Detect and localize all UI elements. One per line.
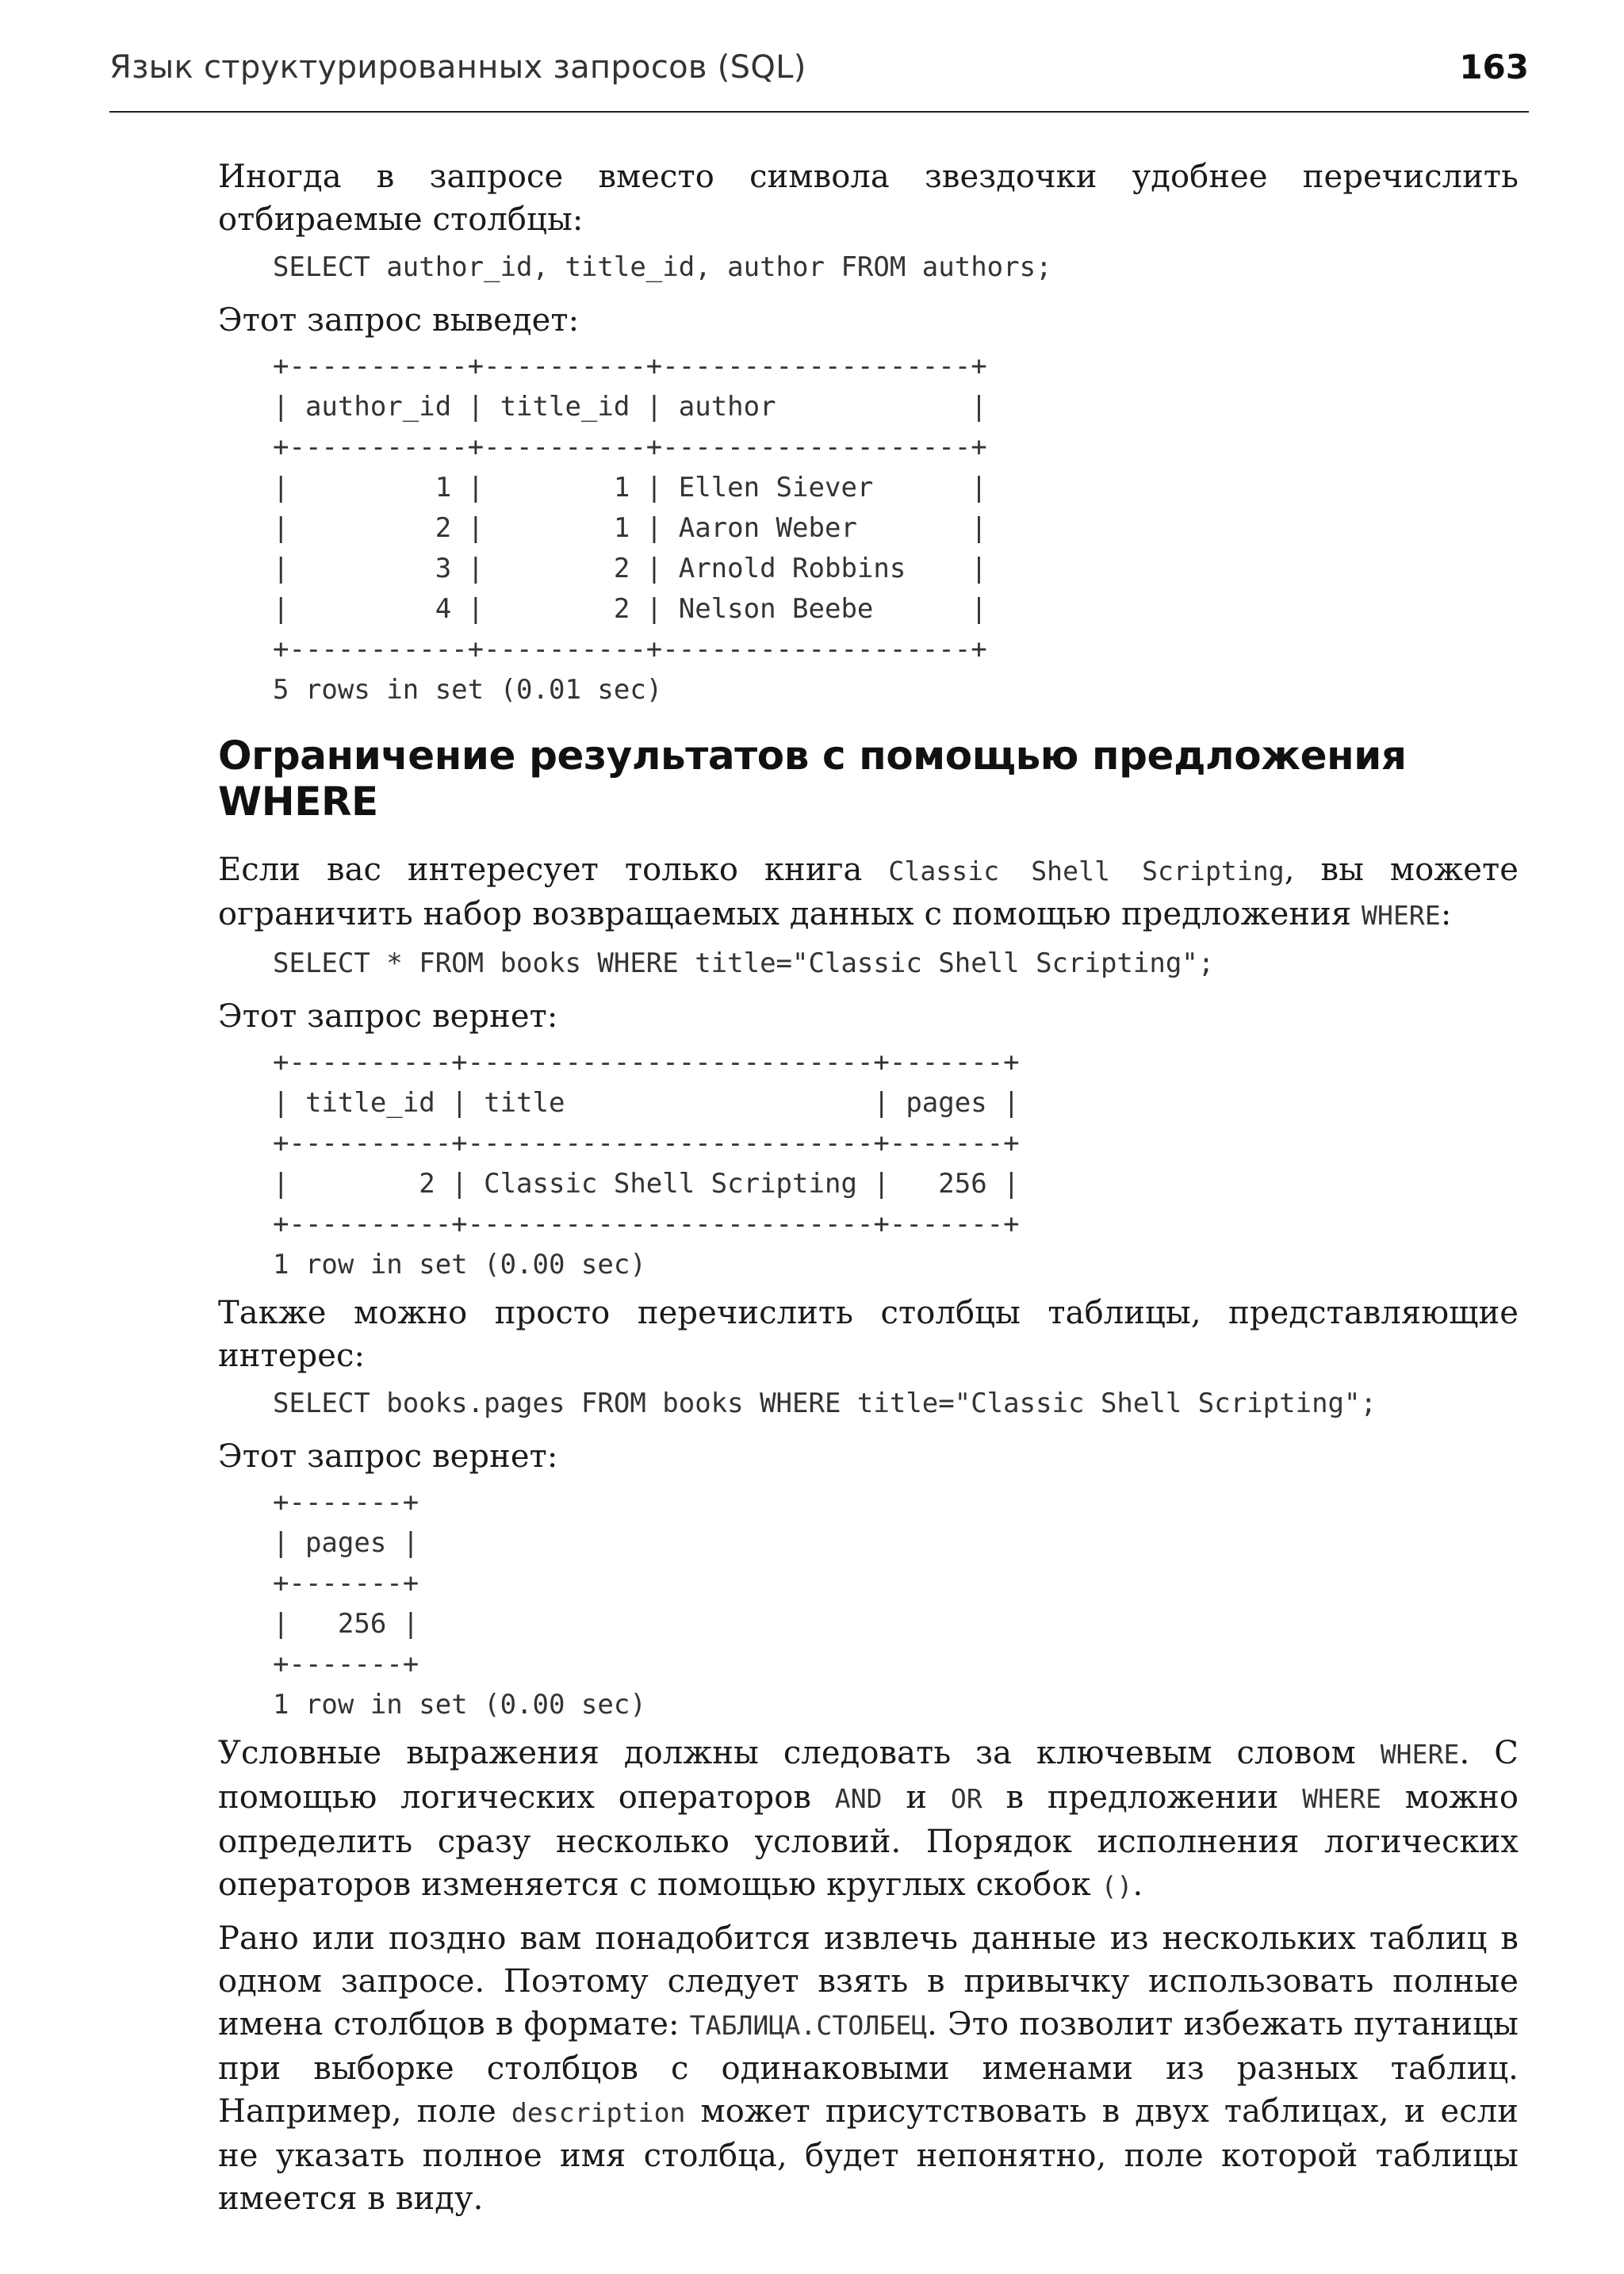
code-select-columns: SELECT author_id, title_id, author FROM authors; — [273, 251, 1052, 283]
text-span: Рано или поздно вам понадобится извлечь данные из нескольких таблиц в одном запросе. Поэтому следует взять в привычку использовать полные имена столбцов в формате: — [218, 1920, 1519, 2042]
section-heading: Ограничение результатов с помощью предложения WHERE — [218, 733, 1407, 825]
text-span: Если вас интересует только книга — [218, 852, 889, 888]
text-span: . С помощью логических операторов — [218, 1735, 1519, 1816]
inline-code-parentheses: () — [1101, 1870, 1133, 1901]
paragraph-full-names — [218, 1917, 1519, 2220]
text-span: Условные выражения должны следовать за ключевым словом — [218, 1735, 1381, 1771]
code-select-where: SELECT * FROM books WHERE title="Classic Shell Scripting"; — [273, 948, 1215, 979]
inline-code-table-column: ТАБЛИЦА.СТОЛБЕЦ — [689, 2010, 928, 2041]
page-content — [218, 155, 1519, 2230]
inline-code-book-title: Classic Shell Scripting — [888, 856, 1285, 886]
inline-code-where: WHERE — [1302, 1783, 1382, 1814]
inline-code-where: WHERE — [1362, 900, 1441, 931]
text-span: может присутствовать в двух таблицах, и если не указать полное имя столбца, будет непонятно, поле которой таблицы имеется в виду. — [218, 2093, 1519, 2217]
text-span: . — [1132, 1866, 1143, 1903]
text-span: в предложении — [982, 1779, 1303, 1816]
text-span: и — [882, 1779, 951, 1816]
inline-code-or: OR — [950, 1783, 982, 1814]
query-output-pages: +-------+ | pages | +-------+ | 256 | +-------+ 1 row in set (0.00 sec) — [273, 1487, 646, 1721]
running-title: Язык структурированных запросов (SQL) — [109, 49, 806, 86]
paragraph-intro: Иногда в запросе вместо символа звездочки удобнее перечислить отбираемые столбцы: — [218, 159, 1519, 238]
query-output-authors: +-----------+----------+-------------------+ | author_id | title_id | author | +-----------+----------+-------------------+ | 1 | 1 | Ellen Siever | | 2 | 1 | Aaron Weber | | 3 | 2 | Arnold Robbins | | 4 | 2 | Nelson Beebe | +-----------+----------+-------------------+ 5 rows in set (0.01 sec) — [273, 350, 987, 706]
inline-code-where: WHERE — [1380, 1739, 1460, 1770]
paragraph-where-intro — [218, 848, 1519, 937]
paragraph-output-label: Этот запрос вернет: — [218, 998, 558, 1035]
text-span: : — [1440, 896, 1452, 932]
text-span: , вы можете ограничить набор возвращаемых данных с помощью предложения — [218, 852, 1519, 932]
inline-code-description: description — [511, 2097, 686, 2128]
text-span: . Это позволит избежать путаницы при выборке столбцов с одинаковыми именами из разных таблиц. Например, поле — [218, 2006, 1519, 2130]
page-number: 163 — [1459, 48, 1529, 86]
page-header — [109, 41, 1529, 113]
inline-code-and: AND — [834, 1783, 883, 1814]
text-span: можно определить сразу несколько условий. Порядок исполнения логических операторов изменяется с помощью круглых скобок — [218, 1779, 1519, 1903]
paragraph-output-label: Этот запрос выведет: — [218, 302, 580, 339]
code-select-pages: SELECT books.pages FROM books WHERE title="Classic Shell Scripting"; — [273, 1388, 1377, 1419]
query-output-books: +----------+-------------------------+-------+ | title_id | title | pages | +----------+-------------------------+-------+ | 2 | Classic Shell Scripting | 256 | +----------+-------------------------+-------+ 1 row in set (0.00 sec) — [273, 1047, 1020, 1281]
paragraph-columns: Также можно просто перечислить столбцы таблицы, представляющие интерес: — [218, 1295, 1519, 1374]
paragraph-conditions — [218, 1732, 1519, 1908]
paragraph-output-label: Этот запрос вернет: — [218, 1438, 558, 1475]
